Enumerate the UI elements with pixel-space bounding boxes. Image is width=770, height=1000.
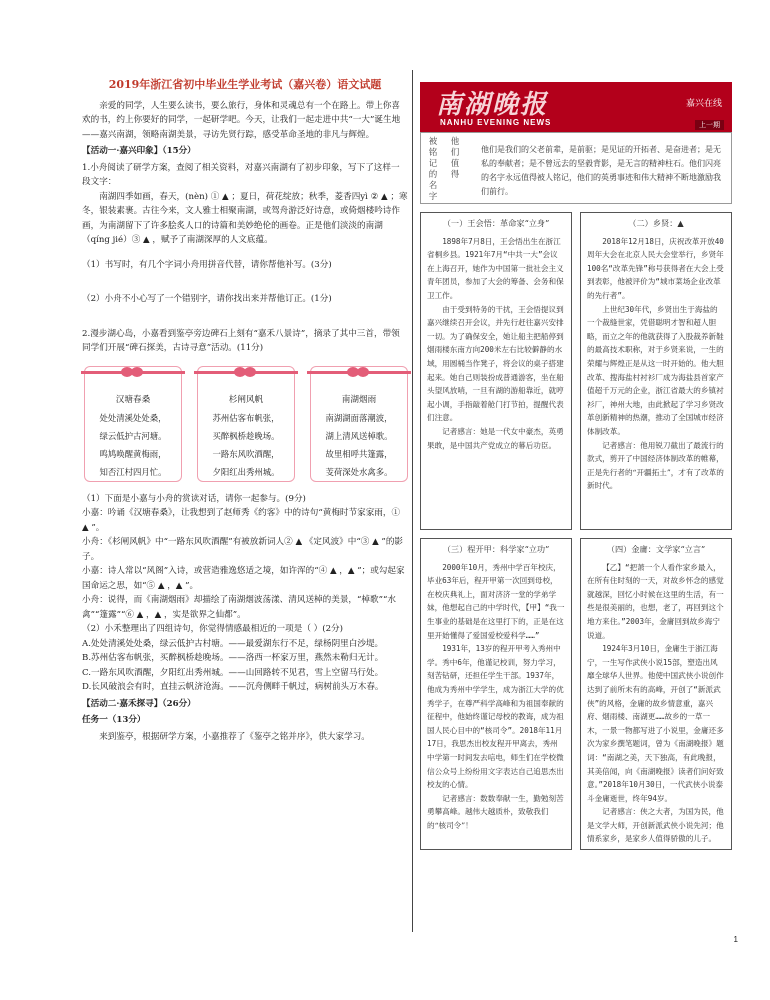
column-divider bbox=[412, 70, 413, 932]
q1-text: 1.小舟阅读了研学方案，查阅了相关资料，对嘉兴南湖有了初步印象，写下了这样一段文字： bbox=[82, 162, 400, 187]
entry-note: 记者感言：他用锐刀截出了最流行的款式，剪开了中国经济体制改革的帷幕，正是先行者的“开疆拓土”，才有了改革的新时代。 bbox=[587, 440, 724, 491]
task1-text: 来到鉴亭，根据研学方案，小嘉推荐了《鉴亭之铭并序》，供大家学习。 bbox=[99, 731, 370, 742]
entry-paragraph: 1924年3月10日，金庸生于浙江海宁，一生写作武侠小说15部，塑造出风靡全球华人世界。他使中国武侠小说创作达到了前所未有的高峰，开创了“新派武侠”的风格，金庸的故乡情意重，嘉兴府、烟雨楼、南湖更……故乡的一草一木，一景一物都写进了小说里，金庸还多次为家乡撰笔题词，曾为《南湖晚报》题词：“南湖之美，天下独高，有此晚报，其美倍闻，向《南湖晚报》读者们问好致意。”2018年10月30日，一代武侠小说泰斗金庸逝世，终年94岁。 bbox=[587, 644, 724, 803]
dialog-line: 小舟：说得，而《南湖烟雨》却描绘了南湖烟波荡漾、清风送棹的美景，“棹歌”“水禽”“篷露”“⑥ ▲ ，▲ ，实是欲界之仙都”。 bbox=[82, 595, 396, 620]
exam-title: 2019年浙江省初中毕业生学业考试（嘉兴卷）语文试题 bbox=[108, 78, 382, 91]
poem-title: 汉塘春桑 bbox=[115, 394, 151, 405]
entry-heading: （一）王会悟：革命家“立身” bbox=[442, 218, 550, 228]
q1-passage: 南湖四季如画，春天，(nèn) ① ▲ ；夏日，荷花绽放；秋季，菱香四yì ② ▲ ；寒冬，银装素裹。古往今来，文人雅士相聚南湖，或驾舟游泛好诗意，或倚烟楼吟诗作画，为南湖留下了许多脍炙人口的诗篇和美妙绝伦的画卷。正是他们淡淡的南湖（qíng jié）③ ▲ ，赋予了南湖深厚的人文底蕴。 bbox=[82, 191, 408, 245]
q1-sub1: （1）书写时，有几个字词小舟用拼音代替，请你帮他补写。(3分) bbox=[82, 259, 332, 270]
entry-note: 记者感言：她是一代女中豪杰，英勇果敢，是中国共产党成立的幕后功臣。 bbox=[427, 426, 564, 450]
entry-paragraph: 由于受到特务的干扰，王会悟提议到嘉兴继续召开会议，并先行赶往嘉兴安排一切。为了确保安全，她让船主把船停到烟雨楼东南方向200米左右比较僻静的水域，用圆桶当作凳子，将会议的桌子搭建起来。她自己则装扮成普通游客，坐在船头望风放哨，一旦有湖的游船靠近，就哼起小调，手指敲着舱门打节拍，提醒代表们注意。 bbox=[427, 304, 564, 423]
entry-box bbox=[420, 538, 572, 850]
prev-issue-link[interactable]: 上一期 bbox=[695, 120, 724, 130]
page-number: 1 bbox=[733, 935, 738, 944]
newspaper-banner bbox=[420, 82, 732, 132]
dialog-line: 小舟：《杉闸风帆》中“一路东风吹酒醒”有被放新词人② ▲ 《定风波》中“③ ▲ ”的影子。 bbox=[82, 537, 404, 562]
poem-line: 处处清溪处处桑， bbox=[99, 413, 167, 423]
banner-logo: 嘉兴在线 bbox=[685, 98, 722, 108]
dialog-line: 小嘉：诗人常以“风阁”入诗，或营造雅逸悠适之境，如许浑的“④ ▲ ，▲ ”；或勾起家国命运之思，如“⑤ ▲ ，▲ ”。 bbox=[82, 566, 405, 591]
entry-paragraph: 1898年7月8日，王会悟出生在浙江省桐乡县。1921年7月“中共一大”会议在上海召开，她作为中国第一批社会主义青年团员，参加了大会的筹备、会务和保卫工作。 bbox=[427, 236, 564, 300]
q2-sub2: （2）小禾整理出了四组诗句，你觉得情感最相近的一项是（ ）(2分) bbox=[82, 624, 343, 634]
ribbon-bow-icon bbox=[307, 371, 411, 384]
intro-text: 他们是我们的父老前辈，是前驱；是见证的开拓者、是奋进者；是无私的奉献者；是不曾远去的坚毅背影，是无言的精神柱石。他们闪亮的名字永远值得被人铭记，他们的英勇事迹和伟大精神不断地激励我们前行。 bbox=[481, 145, 721, 196]
option-a: A.处处清溪处处桑，绿云低护古村塘。——最爱湖东行不足，绿杨阴里白沙堤。 bbox=[82, 638, 384, 649]
activity2-heading: 【活动二·嘉禾探寻】（26分） bbox=[82, 698, 196, 709]
entry-box bbox=[580, 212, 732, 530]
poem-line: 知否江村四月忙。 bbox=[99, 467, 167, 477]
entry-paragraph: 上世纪30年代，乡贤出生于海盐的一个裁缝世家，凭借聪明才智和超人胆略，而立之年的他就获得了入股裁养新鞋的最高技术职称，对于乡贤来说，一生的荣耀与辉煌正是从这一时开始的。他大胆改革、搜海盐村衬衫厂成为海盐县首家产值超千万元的企业，浙江省最大的乡镇衬衫厂，神州大地，由此掀起了学习乡贤改革创新精神的热潮，推动了全国城市经济体制改革。 bbox=[587, 304, 724, 436]
entry-heading: （四）金庸：文学家“立言” bbox=[606, 544, 706, 554]
entry-heading: （二）乡贤：▲ bbox=[628, 218, 684, 228]
entry-heading: （三）程开甲：科学家“立功” bbox=[442, 544, 550, 554]
entries-grid bbox=[420, 212, 732, 850]
intro-label: 他们值得 bbox=[450, 137, 460, 180]
side-label-text: 被铭记的名字 bbox=[428, 137, 438, 202]
left-column bbox=[82, 78, 408, 744]
entry-paragraph: 1931年，13岁的程开甲考入秀州中学。秀中6年，他谨记校训，努力学习，刻苦钻研，还担任学生干部。1937年，他成为秀州中学学生，成为浙江大学的优秀学子，在尊严科学高峰和为祖国奉献的征程中，他始终谨记母校的教诲，成为祖国人民心目中的“核司令”。2018年11月17日，我思杰出校友程开甲离去，秀州中学第一时间发去唁电，师生们在学校微信公众号上纷纷用文字表达自己追思杰出校友的心情。 bbox=[427, 644, 564, 790]
poem-cards bbox=[84, 366, 408, 484]
ribbon-bow-icon bbox=[81, 371, 185, 384]
poem-line: 一路东风吹酒醒， bbox=[212, 449, 280, 459]
activity1-heading: 【活动一·嘉兴印象】（15分） bbox=[82, 146, 196, 156]
poem-line: 南湖湖面落潮波， bbox=[325, 413, 393, 423]
entry-paragraph: 2018年12月18日，庆祝改革开放40周年大会在北京人民大会堂举行，乡贤年100名“改革先锋”称号获得者在大会上受到表彰，他被评价为“城市菜场企业改革的先行者”。 bbox=[587, 236, 724, 300]
entry-paragraph: 2000年10月，秀州中学百年校庆，毕业63年后，程开甲第一次回到母校，在校庆典礼上，面对济济一堂的学弟学妹，他想起自己的中学时代，【甲】“我一生事业的基础是在这里打下的，正是在这里开始懂得了爱国爱校爱科学……” bbox=[427, 562, 565, 640]
newspaper-column bbox=[420, 82, 732, 850]
poem-line: 绿云低护古河塘。 bbox=[99, 431, 167, 441]
ribbon-bow-icon bbox=[194, 371, 298, 384]
option-b: B.苏州估客布帆张，买醉枫桥趁晚场。——洛西一杯家万里，燕然未勒归无计。 bbox=[82, 653, 384, 663]
poem-line: 鸣鸠唤醒黄梅雨， bbox=[99, 449, 167, 459]
poem-line: 夕阳红出秀州城。 bbox=[212, 467, 280, 477]
entry-note: 记者感言：数数奉献一生，勤勉刻苦勇攀高峰。越伟大越质朴，致敬我们的“核司令”！ bbox=[427, 793, 564, 830]
poem-title: 南湖烟雨 bbox=[341, 394, 377, 405]
banner-subtitle: NANHU EVENING NEWS bbox=[440, 118, 552, 127]
intro-paragraph: 亲爱的同学，人生要么读书，要么旅行，身体和灵魂总有一个在路上。带上你喜欢的书，约上你要好的同学，一起研学吧。今天，让我们一起走进中共“一大”诞生地——嘉兴南湖，领略南湖美景，寻访先贤行踪，感受革命圣地的非凡与辉煌。 bbox=[82, 100, 401, 140]
poem-card bbox=[84, 366, 182, 482]
task1-heading: 任务一（13分） bbox=[82, 715, 146, 725]
entry-box bbox=[580, 538, 732, 850]
poem-line: 故里相呼共篷露， bbox=[325, 449, 393, 459]
intro-box bbox=[420, 132, 732, 204]
dialog-line: 小嘉：吟诵《汉塘春桑》，让我想到了赵师秀《约客》中的诗句“黄梅时节家家雨，① ▲ ”。 bbox=[82, 508, 401, 533]
poem-line: 买醉枫桥趁晚场。 bbox=[212, 431, 280, 441]
poem-line: 苏州估客布帆张， bbox=[212, 413, 280, 423]
option-c: C.一路东风吹酒醒，夕阳红出秀州城。——山回路转不见君，雪上空留马行处。 bbox=[82, 667, 384, 678]
entry-box bbox=[420, 212, 572, 530]
entry-note: 记者感言：侠之大者，为国为民，他是文学大师，开创新派武侠小说先河；他情系家乡，是家乡人值得骄傲的儿子。 bbox=[587, 807, 724, 844]
q2-sub1: （1）下面是小嘉与小舟的赏读对话，请你一起参与。(9分) bbox=[82, 493, 306, 504]
entry-paragraph: 【乙】“把萧一个人看作家乡最入，在所有住时刻的一天，对故乡怀念的感觉就越深，回忆小时候在这里的生活，有一些是很美丽的，也想，老了，再回到这个地方来住。”2003年，金庸回到故乡海宁说道。 bbox=[587, 562, 724, 640]
q2-text: 2.漫步湖心岛，小嘉看到鉴亭旁边碑石上刻有“嘉禾八景诗”，摘录了其中三首，带领同学们开展“碑石探美，古诗寻意”活动。(11分) bbox=[82, 328, 400, 353]
poem-line: 湖上清风送棹歌。 bbox=[325, 431, 393, 441]
poem-card bbox=[197, 366, 295, 482]
option-d: D.长风破浪会有时，直挂云帆济沧海。——沉舟侧畔千帆过，病树前头万木春。 bbox=[82, 682, 384, 692]
q1-sub2: （2）小舟不小心写了一个错别字，请你找出来并帮他订正。(1分) bbox=[82, 294, 332, 304]
poem-title: 杉闸风帆 bbox=[228, 394, 264, 405]
side-label bbox=[425, 137, 441, 203]
poem-card bbox=[310, 366, 408, 482]
banner-title: 南湖晚报 bbox=[436, 90, 549, 120]
poem-line: 芰荷深处水禽多。 bbox=[325, 467, 393, 477]
